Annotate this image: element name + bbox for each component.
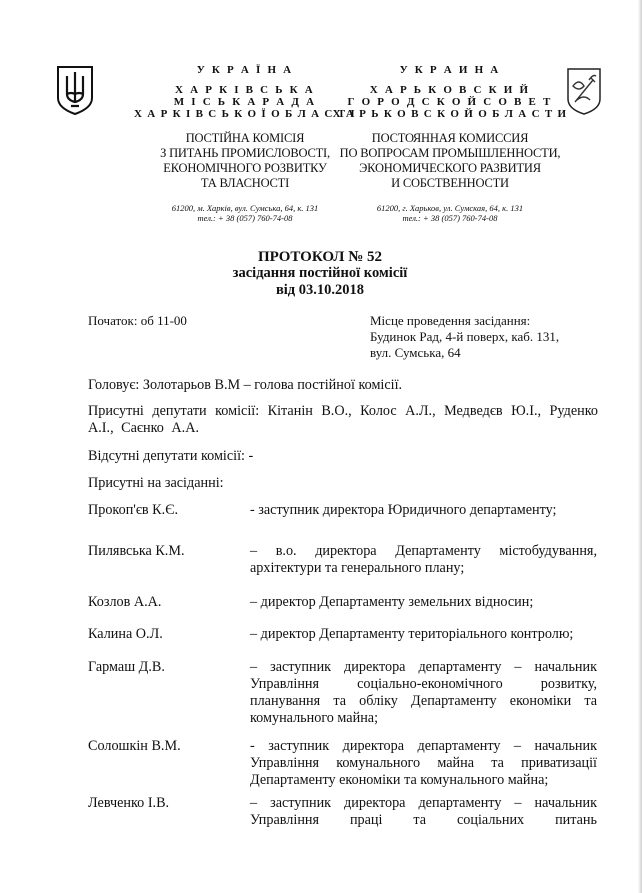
right-committee-line-1: ПОСТОЯННАЯ КОМИССИЯ [371, 131, 529, 145]
meeting-place-line-2: Будинок Рад, 4-й поверх, каб. 131, [370, 329, 560, 344]
left-address: 61200, м. Харків, вул. Сумська, 64, к. 131 [171, 203, 319, 213]
attendee-role: – директор Департаменту територіального контролю; [250, 626, 574, 642]
attendee-role-line: комунального майна; [250, 710, 379, 726]
meeting-place-line-1: Місце проведення засідання: [370, 313, 531, 328]
right-committee-line-3: ЭКОНОМИЧЕСКОГО РАЗВИТИЯ [359, 161, 541, 175]
protocol-subtitle: засідання постійної комісії [232, 265, 408, 281]
scan-shadow-edge [638, 0, 642, 893]
right-phone: тел.: + 38 (057) 760-74-08 [402, 213, 498, 223]
left-committee-line-1: ПОСТІЙНА КОМІСІЯ [185, 131, 305, 145]
left-council-line-3: Х А Р К І В С Ь К О Ї О Б Л А С Т І [133, 108, 356, 120]
right-council-line-1: Х А Р Ь К О В С К И Й [369, 84, 531, 96]
left-council-line-1: Х А Р К І В С Ь К А [175, 84, 315, 96]
right-committee-line-4: И СОБСТВЕННОСТИ [391, 176, 509, 190]
attendee-role-line: Управління комунального майна та приватизації [250, 755, 597, 771]
attendee-name: Пилявська К.М. [88, 543, 185, 559]
right-council-line-2: Г О Р О Д С К О Й С О В Е Т [347, 96, 553, 108]
ukraine-trident-emblem-icon [55, 64, 95, 116]
left-country: У К Р А Ї Н А [196, 64, 294, 76]
attendee-name: Солошкін В.М. [88, 738, 181, 754]
protocol-title: ПРОТОКОЛ № 52 [257, 249, 383, 265]
attendee-role-line: - заступник директора департаменту – начальник [250, 738, 597, 754]
attendee-role-line: – заступник директора департаменту – начальник [250, 795, 597, 811]
left-committee-line-4: ТА ВЛАСНОСТІ [200, 176, 290, 190]
left-committee-line-2: З ПИТАНЬ ПРОМИСЛОВОСТІ, [160, 146, 330, 160]
right-address: 61200, г. Харьков, ул. Сумская, 64, к. 131 [376, 203, 524, 213]
attendee-name: Гармаш Д.В. [88, 659, 165, 675]
attendee-name: Левченко І.В. [88, 795, 170, 811]
attendee-role-line: – заступник директора департаменту – начальник [250, 659, 597, 675]
present-deputies: Присутні депутати комісії: Кітанін В.О., Колос А.Л., Медведєв Ю.І., Руденко А.І., Саєнко А.А. [88, 403, 598, 436]
right-country: У К Р А И Н А [399, 64, 501, 76]
right-committee-line-2: ПО ВОПРОСАМ ПРОМЫШЛЕННОСТИ, [339, 146, 561, 160]
attendee-role-line: Управління соціально-економічного розвитку, [250, 676, 597, 692]
attendee-name: Прокоп'єв К.Є. [88, 502, 179, 518]
absent-deputies: Відсутні депутати комісії: - [88, 448, 254, 464]
attendee-role: - заступник директора Юридичного департаменту; [250, 502, 557, 518]
chair-line: Головує: Золотарьов В.М – голова постійної комісії. [88, 377, 403, 393]
attendee-role-line: Управління праці та соціальних питань [250, 812, 597, 828]
attendee-name: Калина О.Л. [88, 626, 163, 642]
left-committee-line-3: ЕКОНОМІЧНОГО РОЗВИТКУ [163, 161, 327, 175]
attendee-role: – директор Департаменту земельних відносин; [250, 594, 534, 610]
left-phone: тел.: + 38 (057) 760-74-08 [197, 213, 293, 223]
attendee-role-line: – в.о. директора Департаменту містобудування, [250, 543, 597, 559]
protocol-date: від 03.10.2018 [275, 282, 365, 298]
attendee-role-line: архітектури та генерального плану; [250, 560, 465, 576]
attendee-role-line: Департаменту економіки та комунального майна; [250, 772, 549, 788]
right-council-line-3: Х А Р Ь К О В С К О Й О Б Л А С Т И [332, 108, 568, 120]
meeting-place-line-3: вул. Сумська, 64 [370, 345, 461, 360]
present-meeting-label: Присутні на засіданні: [88, 475, 224, 491]
meeting-start: Початок: об 11-00 [88, 313, 187, 328]
left-council-line-2: М І С Ь К А Р А Д А [173, 96, 317, 108]
attendee-name: Козлов А.А. [88, 594, 162, 610]
attendee-role-line: планування та обліку Департаменту економіки та [250, 693, 597, 709]
